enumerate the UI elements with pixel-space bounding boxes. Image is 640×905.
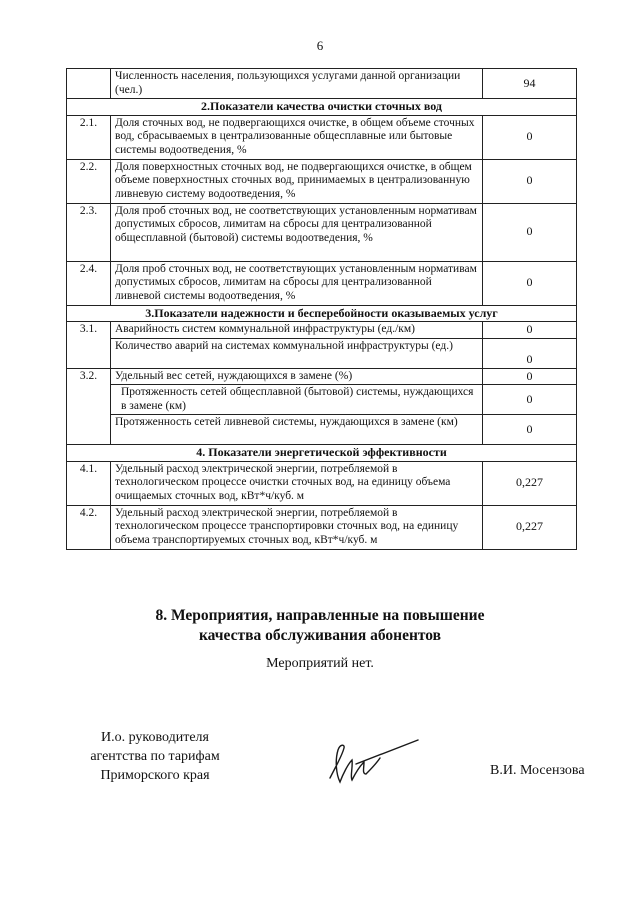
section-row: [67, 305, 577, 322]
row-value: 0: [483, 415, 577, 445]
row-text: Протяженность сетей ливневой системы, нуждающихся в замене (км): [111, 415, 483, 445]
row-value: 0: [483, 385, 577, 415]
signatory-name: В.И. Мосензова: [490, 763, 585, 778]
row-text: Удельный расход электрической энергии, потребляемой в технологическом процессе очистки сточных вод, на единицу объема очищаемых сточных вод, кВт*ч/куб. м: [111, 461, 483, 505]
table-row: [67, 461, 577, 505]
section-8-body: Мероприятий нет.: [266, 656, 374, 671]
section-8-title-line-1: 8. Мероприятия, направленные на повышение: [155, 607, 485, 624]
row-text: Доля проб сточных вод, не соответствующих установленным нормативам допустимых сбросов, лимитам на сбросы для централизованной общесплавной (бытовой) системы водоотведения, %: [111, 203, 483, 261]
row-value: 0: [483, 338, 577, 368]
row-text: Удельный расход электрической энергии, потребляемой в технологическом процессе транспортировки сточных вод, на единицу объема транспортируемых сточных вод, кВт*ч/куб. м: [111, 505, 483, 549]
row-text: Доля сточных вод, не подвергающихся очистке, в общем объеме сточных вод, сбрасываемых в централизованные общесплавные или бытовые системы водоотведения, %: [111, 115, 483, 159]
row-value: 0,227: [483, 461, 577, 505]
row-text: Удельный вес сетей, нуждающихся в замене (%): [111, 368, 483, 385]
row-value: 0,227: [483, 505, 577, 549]
table-row: [67, 115, 577, 159]
row-text: Доля проб сточных вод, не соответствующих установленным нормативам допустимых сбросов, лимитам на сбросы для централизованной ливневой системы водоотведения, %: [111, 261, 483, 305]
table-row: [67, 415, 577, 445]
row-text: Доля поверхностных сточных вод, не подвергающихся очистке, в общем объеме поверхностных сточных вод, принимаемых в централизованную ливневую систему водоотведения, %: [111, 159, 483, 203]
table-row: [67, 69, 577, 99]
row-number: 4.1.: [67, 461, 111, 505]
section-row: [67, 99, 577, 116]
row-number: [67, 69, 111, 99]
row-value: 0: [483, 115, 577, 159]
table-row: [67, 322, 577, 339]
row-number: 2.2.: [67, 159, 111, 203]
row-value: 0: [483, 159, 577, 203]
row-value: 0: [483, 203, 577, 261]
row-text: Количество аварий на системах коммунальной инфраструктуры (ед.): [111, 338, 483, 368]
row-number: 2.4.: [67, 261, 111, 305]
table-row: [67, 203, 577, 261]
position-line-1: И.о. руководителя: [100, 730, 209, 745]
table-row: [67, 338, 577, 368]
section-title-4: 4. Показатели энергетической эффективности: [67, 445, 577, 462]
position-line-3: Приморского края: [100, 768, 210, 783]
row-text: Протяженность сетей общесплавной (бытовой) системы, нуждающихся в замене (км): [111, 385, 483, 415]
row-number: 2.1.: [67, 115, 111, 159]
page-number: 6: [316, 38, 324, 53]
row-value: 0: [483, 261, 577, 305]
table-row: [67, 385, 577, 415]
section-row: [67, 445, 577, 462]
table-row: [67, 261, 577, 305]
handwritten-signature: [322, 738, 422, 793]
table-row: [67, 368, 577, 385]
section-title-3: 3.Показатели надежности и бесперебойности оказываемых услуг: [67, 305, 577, 322]
row-number: 4.2.: [67, 505, 111, 549]
row-text: Численность населения, пользующихся услугами данной организации (чел.): [111, 69, 483, 99]
position-line-2: агентства по тарифам: [90, 749, 220, 764]
row-number: 3.1.: [67, 322, 111, 369]
row-value: 0: [483, 322, 577, 339]
row-value: 0: [483, 368, 577, 385]
section-title-2: 2.Показатели качества очистки сточных вод: [67, 99, 577, 116]
table-row: [67, 505, 577, 549]
indicators-table: [66, 68, 577, 550]
table-row: [67, 159, 577, 203]
row-text: Аварийность систем коммунальной инфраструктуры (ед./км): [111, 322, 483, 339]
row-value: 94: [483, 69, 577, 99]
row-number: 2.3.: [67, 203, 111, 261]
signatory-position: [80, 728, 230, 785]
section-8-title-line-2: качества обслуживания абонентов: [198, 627, 442, 644]
row-number: 3.2.: [67, 368, 111, 445]
section-8-title: [0, 606, 640, 646]
